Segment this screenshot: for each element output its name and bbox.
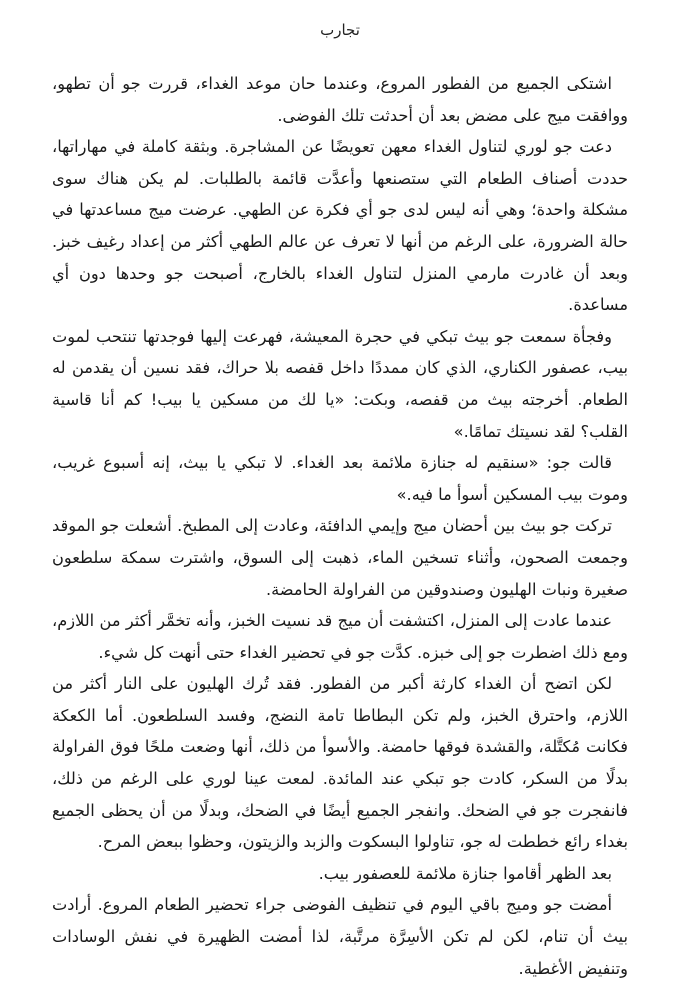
chapter-body	[52, 68, 628, 984]
running-header: تجارب	[320, 21, 360, 39]
paragraph: دعت جو لوري لتناول الغداء معهن تعويضًا عن المشاجرة. وبثقة كاملة في مهاراتها، حددت أصناف الطعام التي ستصنعها وأعدَّت قائمة بالطلبات. لم يكن هناك سوى مشكلة واحدة؛ وهي أنه ليس لدى جو أي فكرة عن الطهي. عرضت ميج مساعدتها في حالة الضرورة، على الرغم من أنها لا تعرف عن عالم الطهي أكثر من إعداد رغيف خبز. وبعد أن غادرت مارمي المنزل لتناول الغداء بالخارج، أصبحت جو وحدها دون أي مساعدة.	[52, 137, 628, 315]
paragraph: تركت جو بيث بين أحضان ميج وإيمي الدافئة، وعادت إلى المطبخ. أشعلت جو الموقد وجمعت الصحون، وأثناء تسخين الماء، ذهبت إلى السوق، واشترت سمكة سلطعون صغيرة ونبات الهليون وصندوقين من الفراولة الحامضة.	[52, 516, 628, 599]
paragraph: أمضت جو وميج باقي اليوم في تنظيف الفوضى جراء تحضير الطعام المروع. أرادت بيث أن تنام، لكن لم تكن الأسِرَّة مرتَّبة، لذا أمضت الظهيرة في نفش الوسادات وتنفيض الأغطية.	[52, 895, 628, 978]
paragraph: لكن اتضح أن الغداء كارثة أكبر من الفطور. فقد تُرك الهليون على النار أكثر من اللازم، واحترق الخبز، ولم تكن البطاطا تامة النضج، وفسد السلطعون. أما الكعكة فكانت مُكتَّلة، والقشدة فوقها حامضة. والأسوأ من ذلك، أنها وضعت ملحًا فوق الفراولة بدلًا من السكر، كادت جو تبكي عند المائدة. لمعت عينا لوري على الرغم من ذلك، فانفجرت جو في الضحك. وانفجر الجميع أيضًا في الضحك، وبدلًا من أن يحظى الجميع بغداء رائع خططت له جو، تناولوا البسكوت والزبد والزيتون، وحظوا ببعض المرح.	[52, 674, 628, 852]
paragraph: وفجأة سمعت جو بيث تبكي في حجرة المعيشة، فهرعت إليها فوجدتها تنتحب لموت بيب، عصفور الكناري، الذي كان ممددًا داخل قفصه بلا حراك، فقد نسين أن يقدمن له الطعام. أخرجته بيث من قفصه، وبكت: «يا لك من مسكين يا بيب! كم أنا قاسية القلب؟ لقد نسيتك تمامًا.»	[52, 326, 628, 441]
paragraph: بعد الظهر أقاموا جنازة ملائمة للعصفور بيب.	[318, 863, 612, 883]
paragraph: قالت جو: «سنقيم له جنازة ملائمة بعد الغداء. لا تبكي يا بيث، إنه أسبوع غريب، وموت بيب المسكين أسوأ ما فيه.»	[52, 453, 628, 504]
paragraph: اشتكى الجميع من الفطور المروع، وعندما حان موعد الغداء، قررت جو أن تطهو، ووافقت ميج على مضض بعد أن أحدثت تلك الفوضى.	[52, 74, 628, 125]
paragraph: عندما عادت إلى المنزل، اكتشفت أن ميج قد نسيت الخبز، وأنه تخمَّر أكثر من اللازم، ومع ذلك اضطرت جو إلى خبزه. كدَّت جو في تحضير الغداء حتى أنهت كل شيء.	[52, 611, 628, 662]
